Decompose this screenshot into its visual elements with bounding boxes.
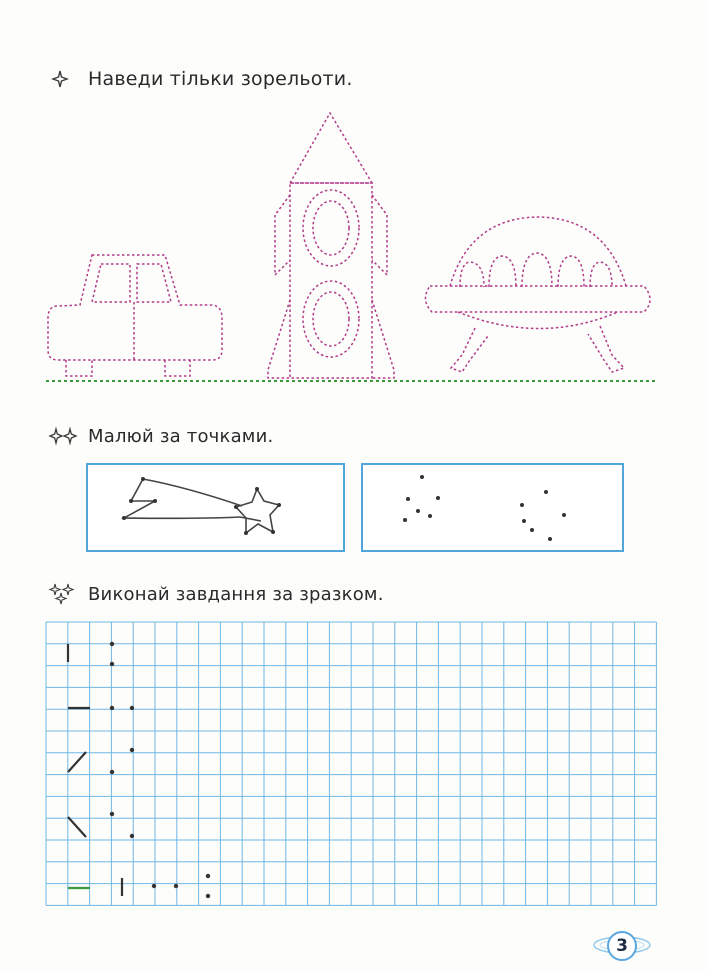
three-stars-icon [48,583,80,605]
dotted-rocket[interactable] [268,113,394,378]
dotted-ufo[interactable] [425,217,650,372]
sample-rising-stroke [68,752,86,772]
task-1-title: Наведи тільки зорельоти. [88,68,353,90]
connect-dots-area[interactable] [361,463,624,552]
two-stars-icon [48,425,80,447]
grid-sample-pattern [46,622,656,918]
dotted-car[interactable] [48,255,222,376]
task-2-title: Малюй за точками. [88,425,274,447]
task-1-illustration [0,0,708,400]
task-3-header [48,583,384,605]
sample-comet [86,463,345,552]
page-number-badge [592,929,652,961]
page-number: 3 [607,931,637,961]
task-3-title: Виконай завдання за зразком. [88,583,384,605]
sample-falling-stroke [68,817,86,837]
task-2-header [48,425,273,447]
